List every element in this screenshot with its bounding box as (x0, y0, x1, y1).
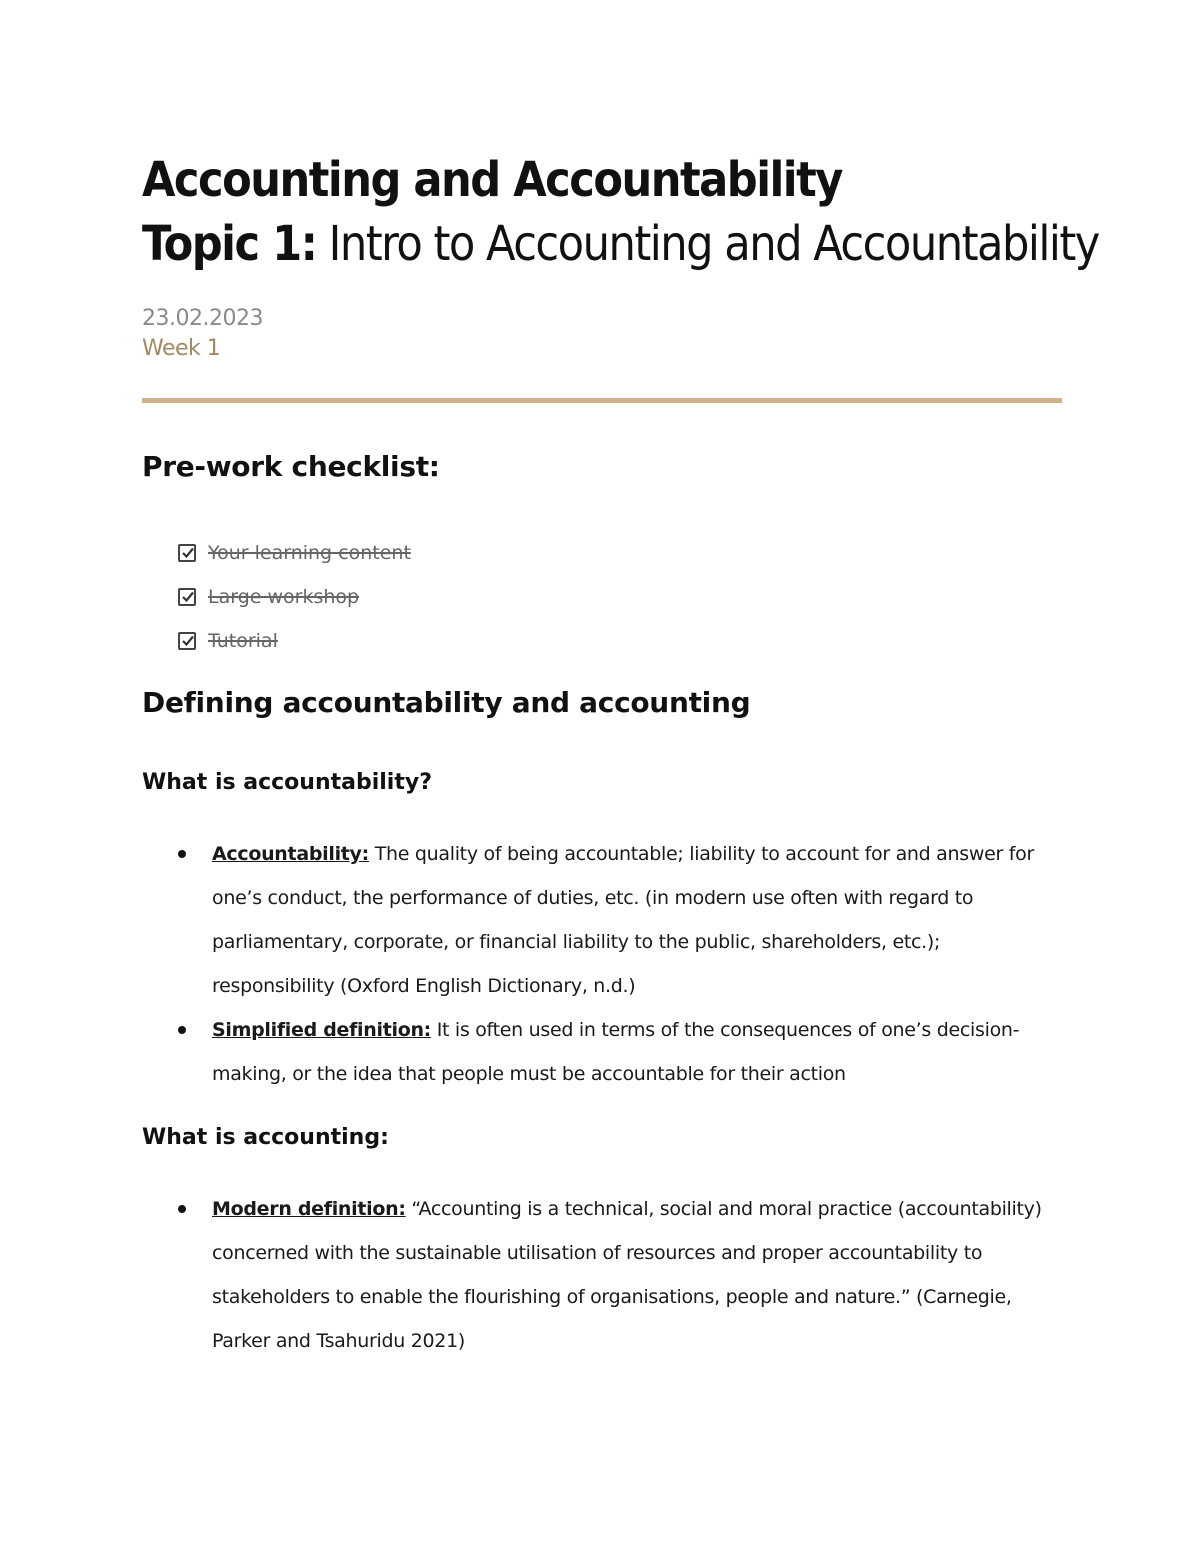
section-heading-defining: Defining accountability and accounting (142, 686, 751, 719)
topic-name: Intro to Accounting and Accountability (316, 216, 1099, 272)
accountability-list (178, 832, 1062, 1096)
checklist-item[interactable] (178, 575, 411, 619)
checked-checkbox-icon[interactable] (178, 588, 196, 606)
topic-title (142, 212, 1099, 276)
definition-text: The quality of being accountable; liability to account for and answer for one’s conduct, the performance of duties, etc. (in modern use often with regard to parliamentary, corporate, or financial liability to the public, shareholders, etc.); responsibility (Oxford English Dictionary, n.d.) (212, 843, 1034, 997)
document-week: Week 1 (142, 336, 221, 361)
definition-term: Accountability: (212, 843, 369, 865)
list-item (178, 1008, 1062, 1096)
checklist-item[interactable] (178, 619, 411, 663)
bullet-icon (178, 850, 186, 858)
header-divider (142, 398, 1062, 403)
checklist-item-label: Large workshop (208, 586, 360, 608)
prework-checklist (178, 531, 411, 663)
title-line1: Accounting and Accountability (142, 152, 842, 208)
definition-term: Modern definition: (212, 1198, 406, 1220)
topic-label: Topic 1: (142, 216, 317, 272)
bullet-icon (178, 1205, 186, 1213)
list-item (178, 832, 1062, 1008)
prework-heading: Pre-work checklist: (142, 450, 440, 483)
checklist-item-label: Your learning content (208, 542, 411, 564)
checked-checkbox-icon[interactable] (178, 632, 196, 650)
definition-term: Simplified definition: (212, 1019, 431, 1041)
document-date: 23.02.2023 (142, 306, 263, 331)
checklist-item[interactable] (178, 531, 411, 575)
subheading-accountability: What is accountability? (142, 770, 432, 795)
definition-text: “Accounting is a technical, social and moral practice (accountability) concerned with the sustainable utilisation of resources and proper accountability to stakeholders to enable the flourishing of organisations, people and nature.” (Carnegie, Parker and Tsahuridu 2021) (212, 1198, 1042, 1352)
bullet-icon (178, 1026, 186, 1034)
checklist-item-label: Tutorial (208, 630, 278, 652)
checked-checkbox-icon[interactable] (178, 544, 196, 562)
document-page (142, 148, 1099, 1352)
document-title (142, 148, 1062, 212)
definition-text: It is often used in terms of the consequences of one’s decision-making, or the idea that people must be accountable for their action (212, 1019, 1020, 1085)
accounting-list (178, 1187, 1062, 1363)
subheading-accounting: What is accounting: (142, 1125, 389, 1150)
list-item (178, 1187, 1062, 1363)
